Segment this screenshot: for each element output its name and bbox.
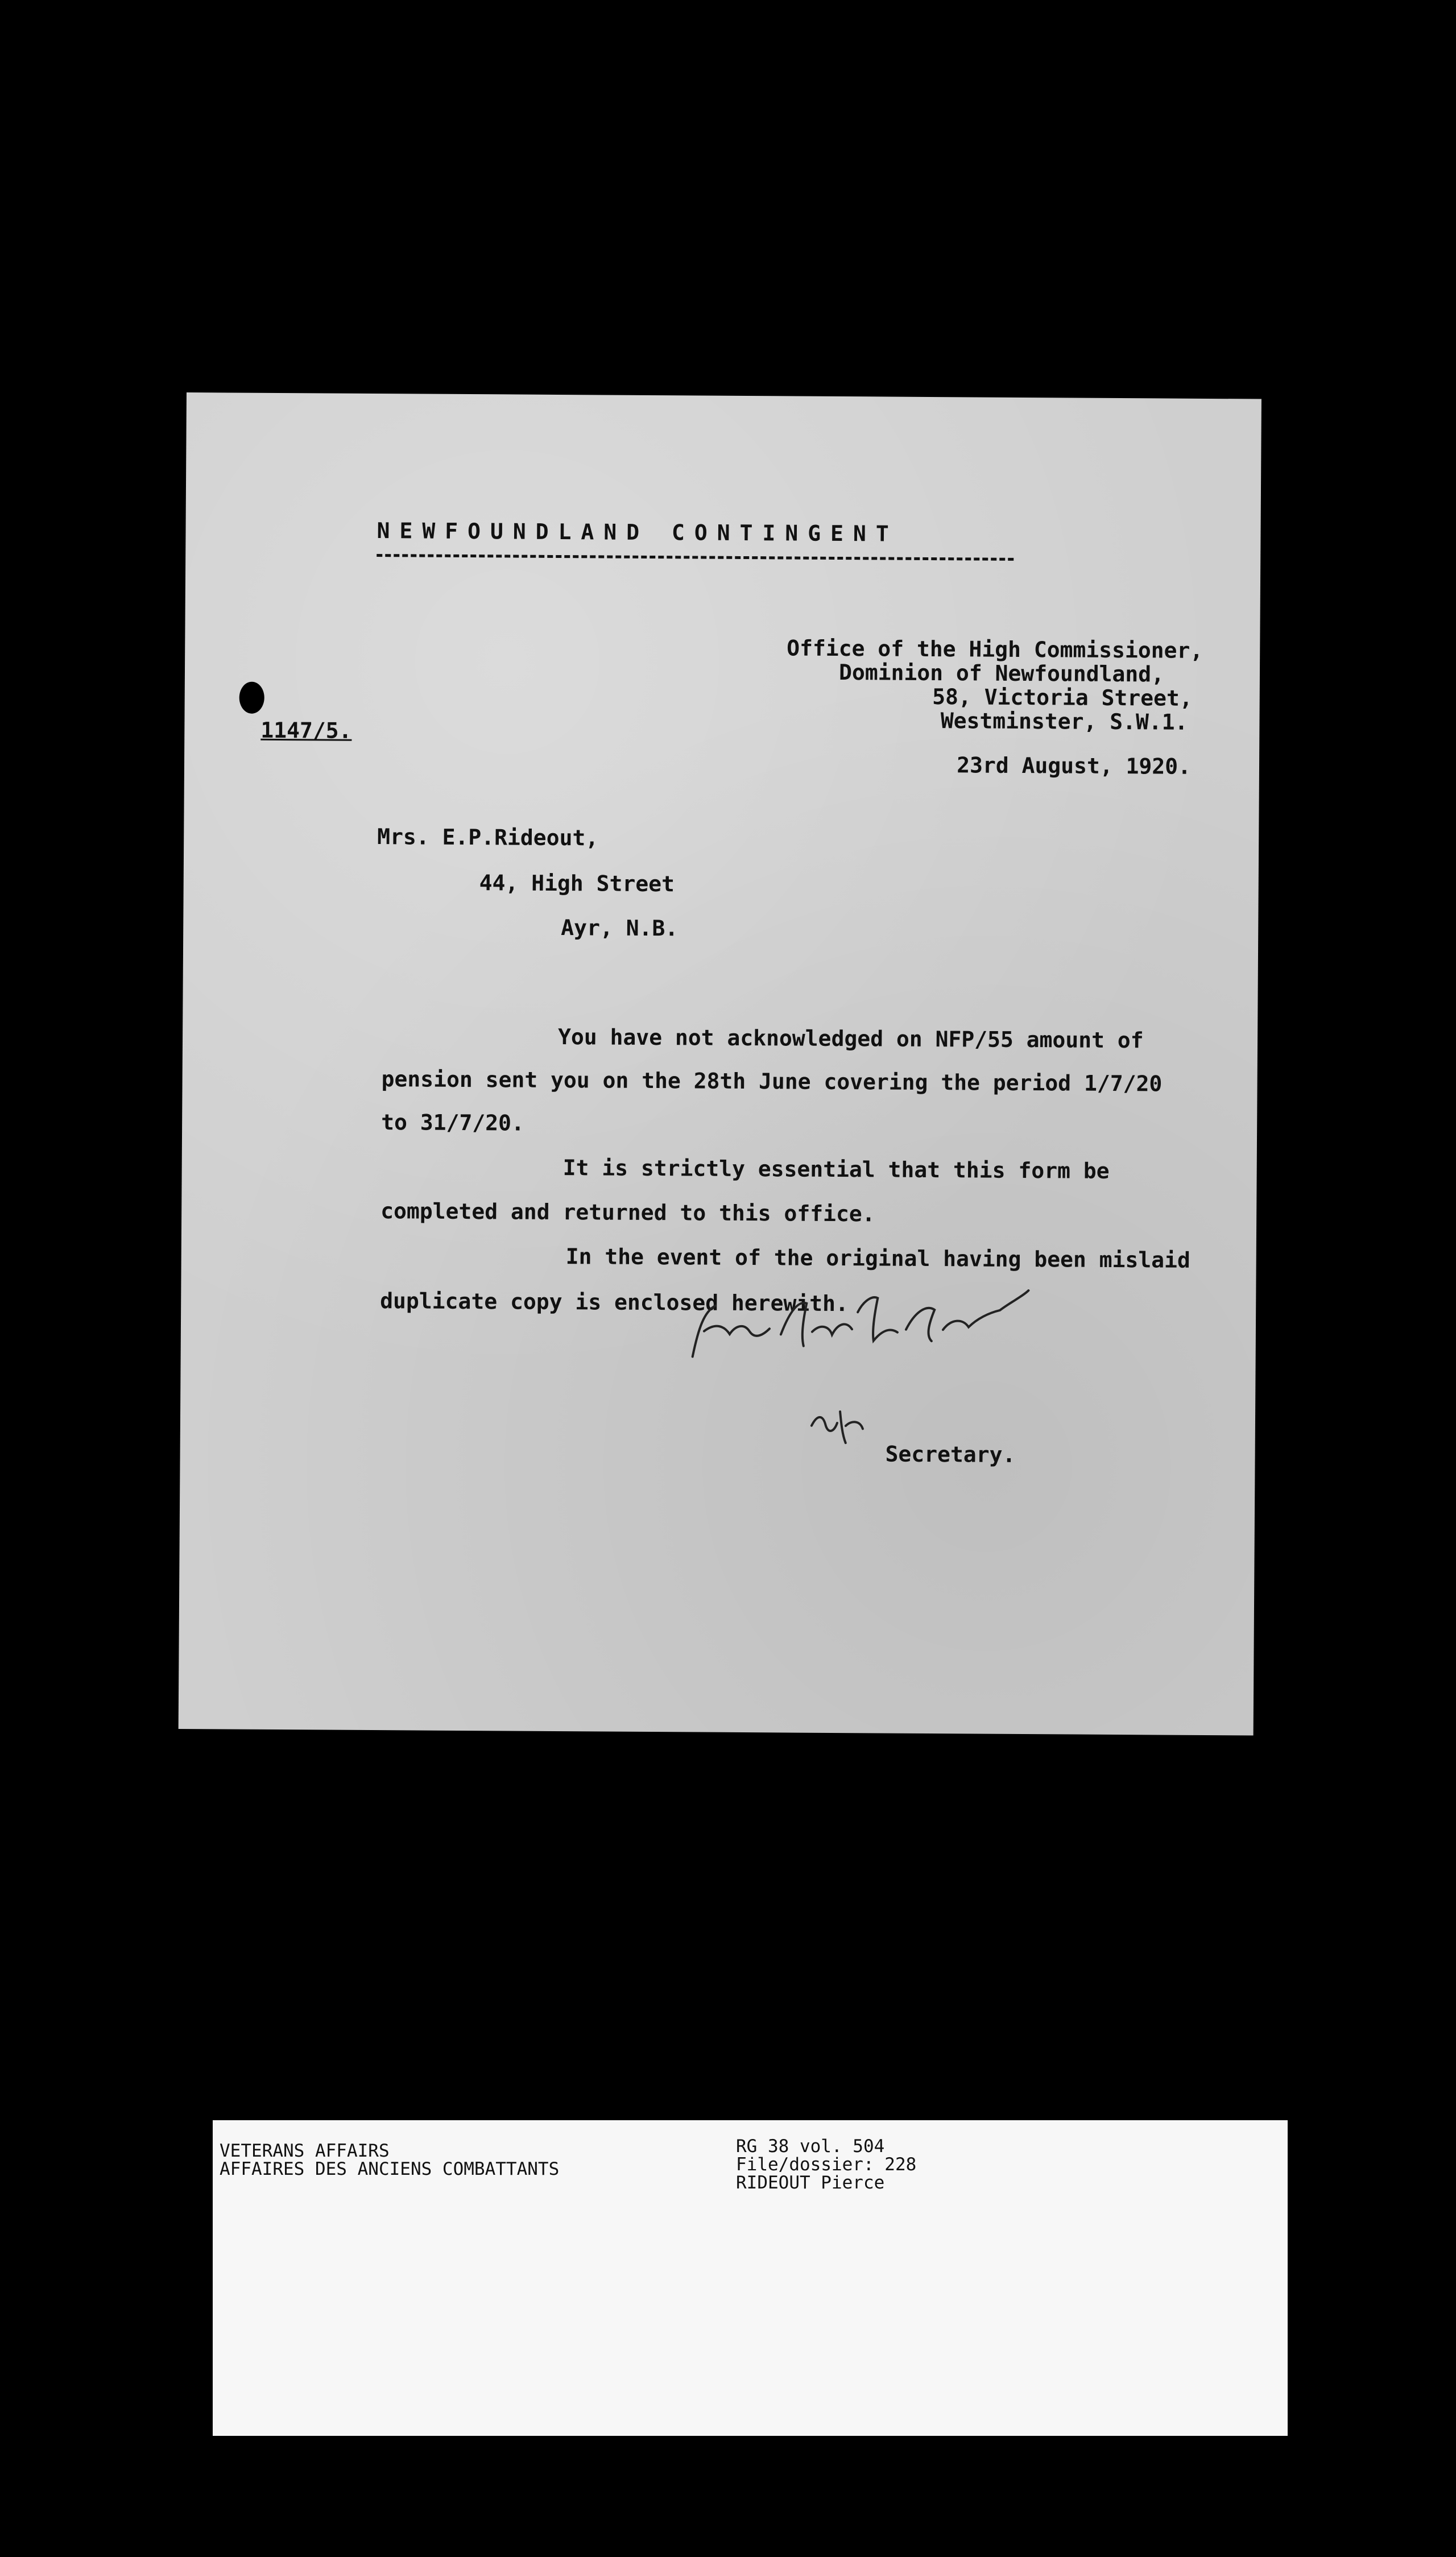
body-line: duplicate copy is enclosed herewith. (380, 1288, 849, 1317)
handwritten-signature (681, 1277, 1034, 1376)
archive-label (213, 2120, 1288, 2436)
handwritten-initials (806, 1403, 868, 1449)
letter-page (179, 392, 1261, 1736)
sender-address-line: Dominion of Newfoundland, (838, 660, 1165, 687)
label-line: RG 38 vol. 504 (736, 2136, 885, 2157)
body-line: to 31/7/20. (381, 1110, 524, 1136)
letter-heading: NEWFOUNDLAND CONTINGENT (377, 518, 899, 547)
archive-label-file-info (736, 2137, 916, 2192)
archive-label-department (220, 2142, 559, 2178)
letter-date: 23rd August, 1920. (957, 752, 1192, 779)
punch-hole (239, 682, 264, 714)
label-line: RIDEOUT Pierce (736, 2173, 885, 2193)
sender-address-line: 58, Victoria Street, (932, 684, 1193, 711)
reference-number: 1147/5. (260, 717, 352, 743)
label-line: VETERANS AFFAIRS (220, 2141, 390, 2161)
closing-title: Secretary. (885, 1441, 1016, 1467)
label-line: File/dossier: 228 (736, 2154, 917, 2175)
recipient-line: Mrs. E.P.Rideout, (377, 824, 599, 851)
body-line: In the event of the original having been mislaid (565, 1244, 1190, 1273)
recipient-line: 44, High Street (479, 870, 675, 897)
body-line: It is strictly essential that this form be (562, 1155, 1110, 1184)
sender-address-line: Office of the High Commissioner, (787, 635, 1203, 663)
body-line: You have not acknowledged on NFP/55 amount of (557, 1024, 1144, 1053)
sender-address-line: Westminster, S.W.1. (940, 708, 1188, 735)
body-line: completed and returned to this office. (380, 1198, 875, 1227)
label-line: AFFAIRES DES ANCIENS COMBATTANTS (220, 2159, 560, 2179)
heading-underline (377, 554, 1014, 561)
body-line: pension sent you on the 28th June covering the period 1/7/20 (381, 1066, 1163, 1097)
recipient-line: Ayr, N.B. (561, 915, 679, 941)
